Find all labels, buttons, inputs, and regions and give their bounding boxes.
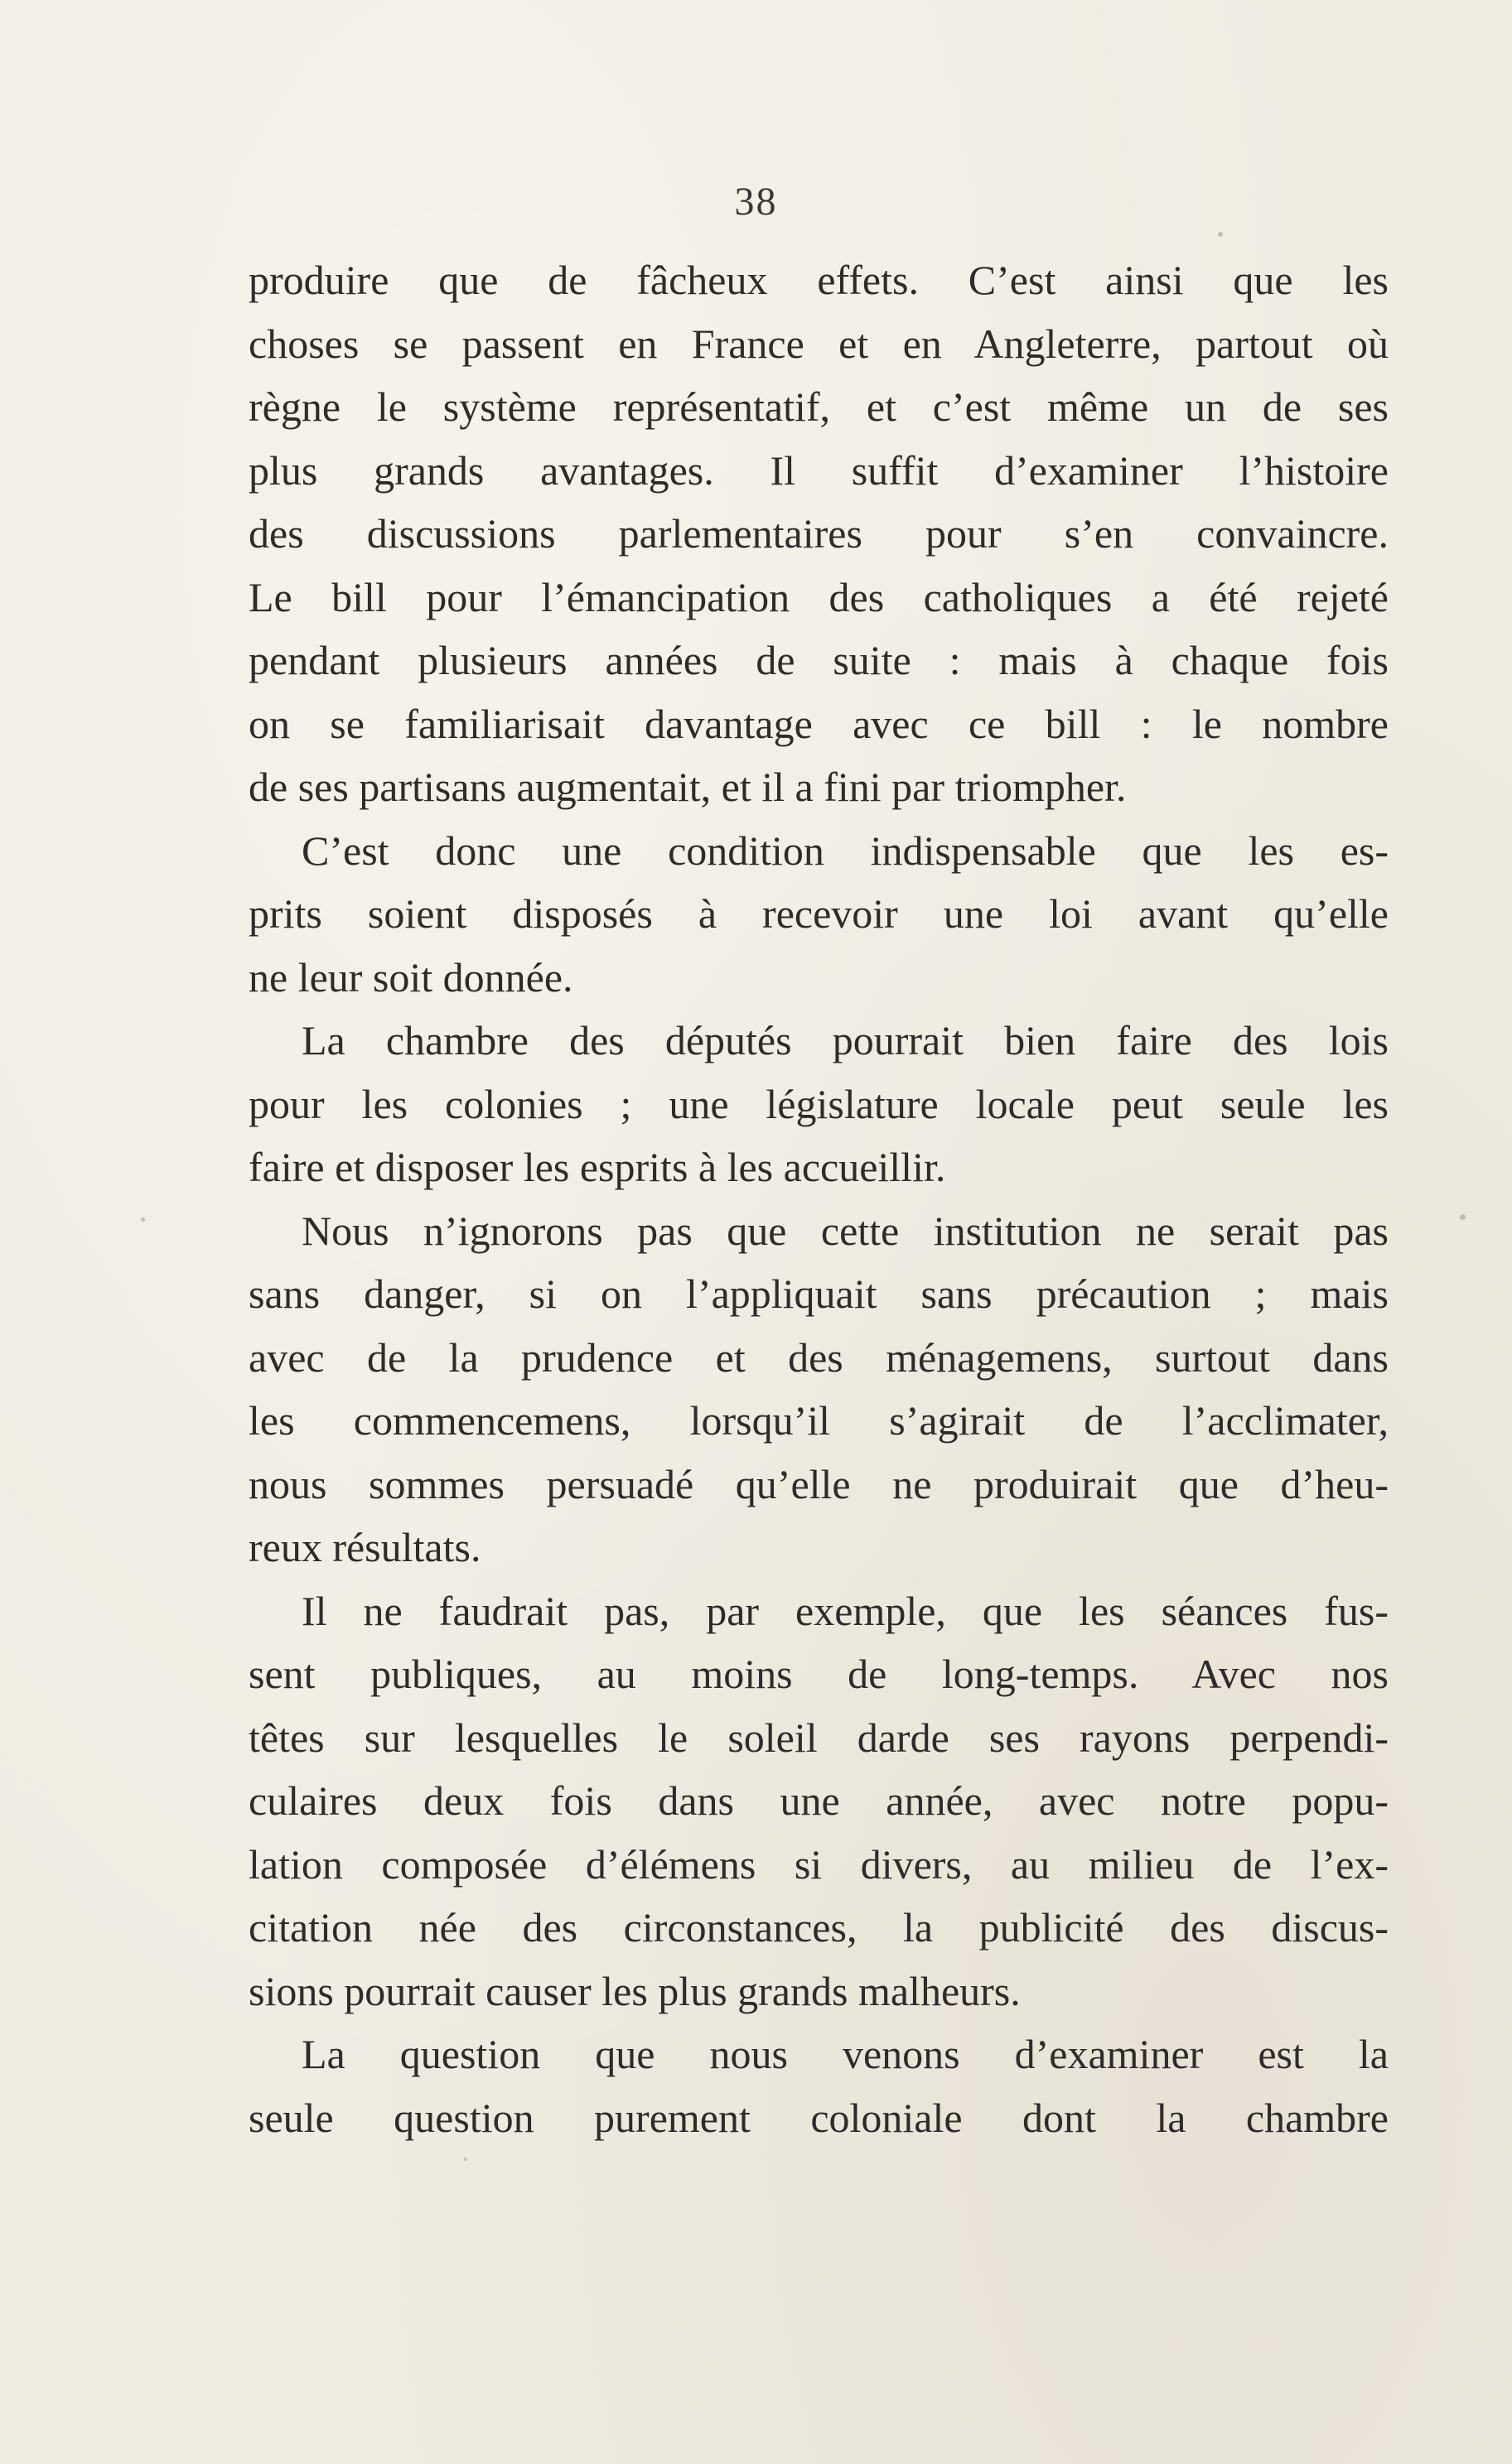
text-line: reux résultats. bbox=[249, 1524, 481, 1570]
paragraph bbox=[249, 819, 1389, 1010]
page-number: 38 bbox=[734, 180, 778, 224]
text-line: produire que de fâcheux effets. C’est ainsi que les bbox=[249, 257, 1389, 303]
text-line: nous sommes persuadé qu’elle ne produirait que d’heu- bbox=[249, 1460, 1389, 1507]
text-line: règne le système représentatif, et c’est même un de ses bbox=[249, 383, 1389, 430]
paragraph bbox=[249, 1579, 1389, 2023]
paper-speck bbox=[1218, 232, 1223, 237]
text-line: C’est donc une condition indispensable que les es- bbox=[302, 827, 1389, 874]
text-line: de ses partisans augmentait, et il a fini par triompher. bbox=[249, 764, 1127, 810]
text-line: Il ne faudrait pas, par exemple, que les séances fus- bbox=[302, 1587, 1389, 1634]
paragraph bbox=[249, 1009, 1389, 1199]
text-line: pendant plusieurs années de suite : mais à chaque fois bbox=[249, 637, 1389, 683]
text-line: on se familiarisait davantage avec ce bill : le nombre bbox=[249, 700, 1389, 747]
text-line: citation née des circonstances, la publicité des discus- bbox=[249, 1904, 1389, 1950]
paragraph bbox=[249, 248, 1389, 819]
text-line: choses se passent en France et en Angleterre, partout où bbox=[249, 320, 1389, 367]
text-line: La question que nous venons d’examiner est la bbox=[302, 2031, 1389, 2077]
text-line: seule question purement coloniale dont la chambre bbox=[249, 2094, 1389, 2141]
paper-speck bbox=[141, 1218, 145, 1222]
text-line: faire et disposer les esprits à les accueillir. bbox=[249, 1144, 946, 1190]
text-line: têtes sur lesquelles le soleil darde ses rayons perpendi- bbox=[249, 1714, 1389, 1761]
text-line: Nous n’ignorons pas que cette institution ne serait pas bbox=[302, 1207, 1389, 1254]
text-line: avec de la prudence et des ménagemens, surtout dans bbox=[249, 1333, 1389, 1381]
paragraph bbox=[249, 2023, 1389, 2149]
text-line: culaires deux fois dans une année, avec notre popu- bbox=[249, 1777, 1389, 1824]
text-line: les commencemens, lorsqu’il s’agirait de l’acclimater, bbox=[249, 1397, 1389, 1444]
paper-speck bbox=[1460, 1214, 1466, 1220]
paragraph bbox=[249, 1199, 1389, 1579]
text-line: des discussions parlementaires pour s’en convaincre. bbox=[249, 510, 1389, 557]
text-line: ne leur soit donnée. bbox=[249, 953, 573, 1001]
paper-speck bbox=[464, 2158, 467, 2161]
text-line: Le bill pour l’émancipation des catholiques a été rejeté bbox=[249, 573, 1389, 620]
text-line: sions pourrait causer les plus grands malheurs. bbox=[249, 1967, 1021, 2014]
text-line: plus grands avantages. Il suffit d’examiner l’histoire bbox=[249, 446, 1389, 494]
text-line: sent publiques, au moins de long-temps. Avec nos bbox=[249, 1651, 1389, 1697]
text-line: prits soient disposés à recevoir une loi avant qu’elle bbox=[249, 890, 1389, 937]
text-line: pour les colonies ; une législature locale peut seule les bbox=[249, 1080, 1389, 1127]
text-line: lation composée d’élémens si divers, au milieu de l’ex- bbox=[249, 1840, 1389, 1888]
text-line: La chambre des députés pourrait bien faire des lois bbox=[302, 1017, 1389, 1063]
text-line: sans danger, si on l’appliquait sans précaution ; mais bbox=[249, 1271, 1389, 1317]
body-text bbox=[249, 248, 1389, 2149]
